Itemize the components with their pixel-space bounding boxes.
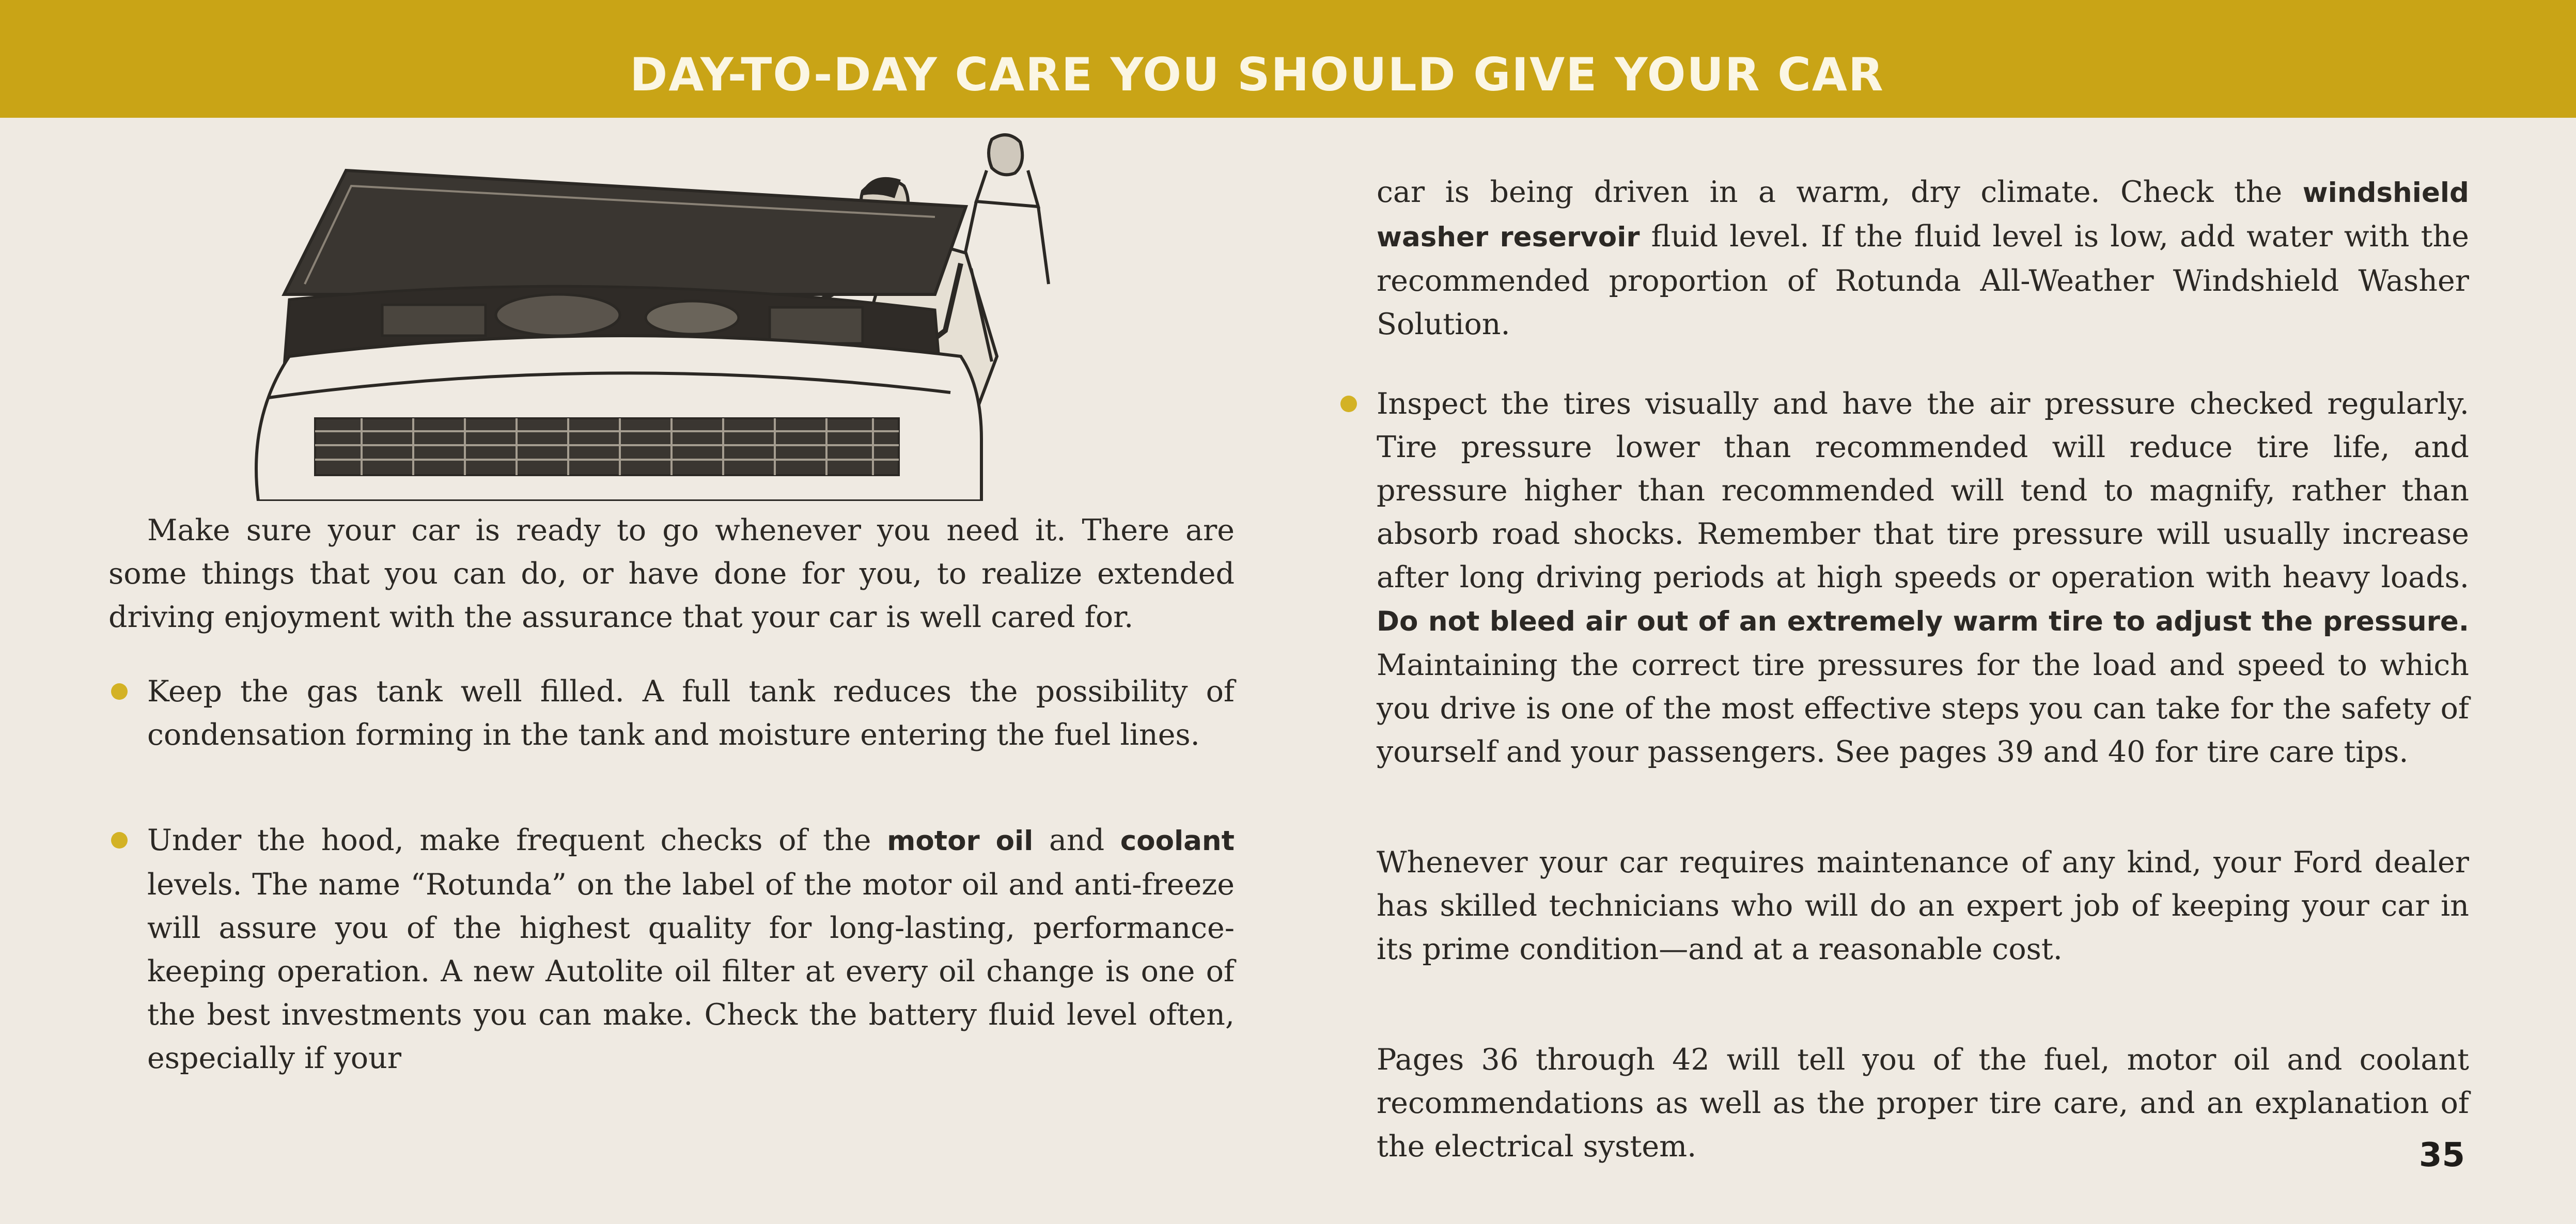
- bold-do-not-bleed: Do not bleed air out of an extremely warm tire to adjust the pressure.: [1377, 606, 2469, 637]
- bullet-under-hood-pre: Under the hood, make frequent checks of the: [147, 823, 887, 857]
- left-column: [108, 509, 1235, 1080]
- bullet-gas-tank-text: Keep the gas tank well filled. A full tank reduces the possibility of condensation forming in the tank and moisture entering the fuel lines.: [147, 674, 1235, 752]
- bullet-gas-tank: [108, 670, 1235, 757]
- page-title: [0, 0, 2576, 118]
- bullet-dot-icon: [111, 683, 128, 700]
- bullet-under-hood-post: levels. The name “Rotunda” on the label of the motor oil and anti-freeze will assure you of the highest quality for long-lasting, performance-keeping operation. A new Autolite oil filter at every oil change is one of the best investments you can make. Check the battery fluid level often, especially if your: [147, 868, 1235, 1075]
- car-engine-illustration: [227, 129, 1126, 501]
- bold-motor-oil: motor oil: [887, 825, 1034, 857]
- bullet-tires: [1338, 382, 2469, 774]
- continued-pre: car is being driven in a warm, dry climate. Check the: [1377, 175, 2303, 209]
- paragraph-pages: Pages 36 through 42 will tell you of the fuel, motor oil and coolant recommendations as well as the proper tire care, and an explanation of the electrical system.: [1377, 1043, 2469, 1164]
- page-number: 35: [2418, 1136, 2465, 1174]
- bullet-dot-icon: [1340, 396, 1357, 412]
- bullet-tires-post: Maintaining the correct tire pressures for the load and speed to which you drive is one of the most effective steps you can take for the safety of yourself and your passengers. See pages 39 and 40 for tire care tips.: [1377, 648, 2469, 769]
- right-column: [1338, 170, 2469, 1168]
- bullet-dot-icon: [111, 832, 128, 849]
- page-title-text: DAY-TO-DAY CARE YOU SHOULD GIVE YOUR CAR: [630, 48, 1884, 101]
- intro-paragraph: Make sure your car is ready to go whenever you need it. There are some things that you can do, or have done for you, to realize extended driving enjoyment with the assurance that your car is well cared for.: [108, 513, 1235, 634]
- bold-windshield-washer: windshield washer reservoir: [1377, 177, 2469, 253]
- background-man-figure: [961, 135, 1049, 284]
- bullet-under-hood-mid: and: [1033, 823, 1120, 857]
- bullet-tires-pre: Inspect the tires visually and have the air pressure checked regularly. Tire pressure lower than recommended will reduce tire life, and pressure higher than recommended will tend to magnify, rather than absorb road shocks. Remember that tire pressure will usually increase after long driving periods at high speeds or operation with heavy loads.: [1377, 387, 2469, 594]
- continued-post: fluid level. If the fluid level is low, add water with the recommended proportion of Rotunda All-Weather Windshield Washer Solution.: [1377, 219, 2469, 341]
- bullet-under-hood: [108, 819, 1235, 1080]
- car-grille: [315, 418, 899, 475]
- continued-paragraph: [1338, 170, 2469, 346]
- bold-coolant: coolant: [1120, 825, 1235, 857]
- paragraph-maintenance: Whenever your car requires maintenance of any kind, your Ford dealer has skilled technicians who will do an expert job of keeping your car in its prime condition—and at a reasonable cost.: [1377, 845, 2469, 966]
